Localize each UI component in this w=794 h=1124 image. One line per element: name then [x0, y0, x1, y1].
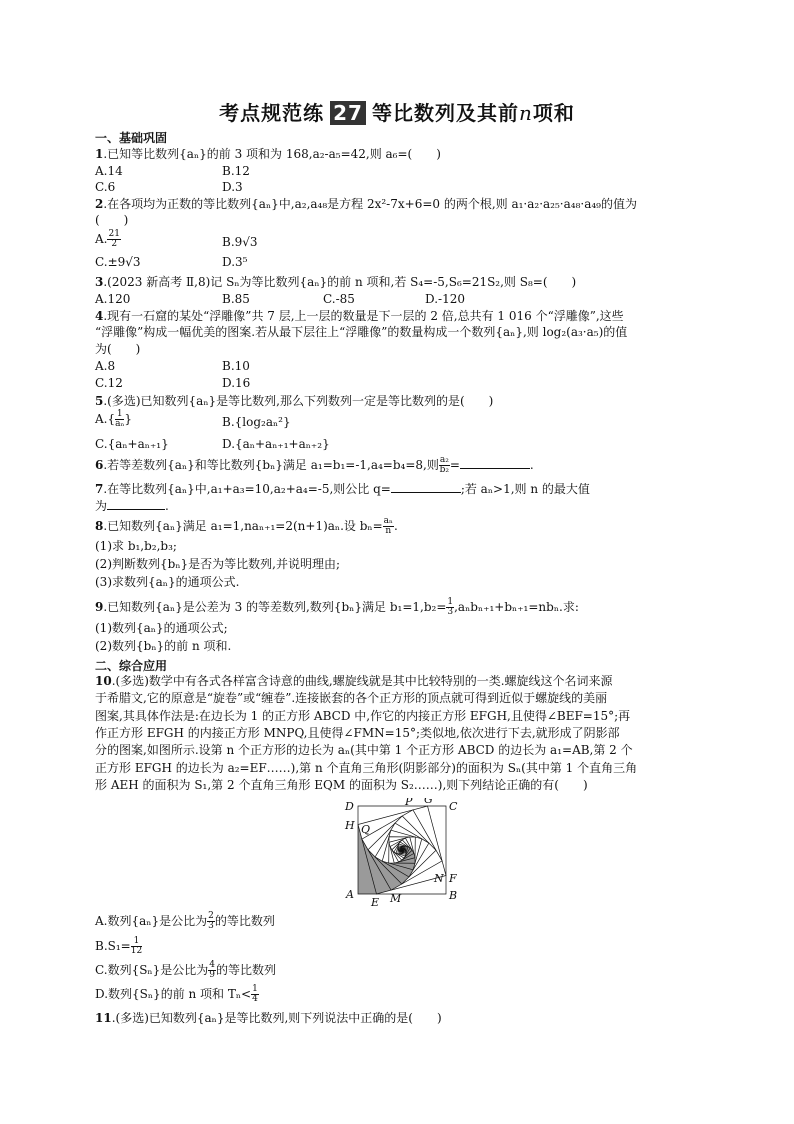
question-8-part3: (3)求数列{aₙ}的通项公式.: [95, 575, 240, 589]
question-number: 2: [95, 197, 104, 211]
question-8: [95, 517, 705, 536]
option-text-cont: 的等比数列: [214, 914, 275, 928]
question-text: .若等差数列{aₙ}和等比数列{bₙ}满足 a₁=b₁=-1,a₄=b₄=8,则: [103, 458, 439, 472]
numerator: 1: [116, 409, 123, 419]
option-a: A.120: [95, 292, 131, 306]
question-text: .现有一石窟的某处“浮雕像”共 7 层,上一层的数量是下一层的 2 倍,总共有 1 016 个“浮雕像”,这些: [103, 309, 624, 323]
question-text: .(多选)已知数列{aₙ}是等比数列,那么下列数列一定是等比数列的是( ): [103, 394, 494, 408]
fraction: [115, 410, 124, 429]
page-title: [0, 97, 794, 126]
title-main: 等比数列及其前: [371, 101, 519, 125]
option-c: C.12: [95, 376, 123, 390]
question-7-line2: 为 .: [95, 499, 169, 513]
question-number: 6: [95, 458, 104, 472]
section-applied: 二、综合应用: [95, 659, 168, 673]
question-4-line3: 为( ): [95, 342, 141, 356]
option-text: C.数列{Sₙ}是公比为: [95, 963, 209, 977]
option-d: D.3: [222, 180, 243, 194]
option-text: B.S₁=: [95, 939, 131, 953]
question-text-cont: ;若 aₙ>1,则 n 的最大值: [460, 482, 590, 496]
question-7: [95, 481, 705, 497]
denominator: b₂: [439, 465, 450, 475]
question-9-part2: (2)数列{bₙ}的前 n 项和.: [95, 639, 232, 653]
numerator: 2: [208, 911, 214, 921]
title-number-badge: 27: [330, 101, 366, 125]
question-10-line2: 于希腊文,它的原意是“旋卷”或“缠卷”.连接嵌套的各个正方形的顶点就可得到近似于螺旋线的美丽: [95, 691, 608, 705]
option-c: C.{aₙ+aₙ₊₁}: [95, 437, 169, 451]
vertex-label-d: D: [345, 800, 354, 813]
question-number: 10: [95, 674, 112, 688]
numerator: a₂: [439, 455, 449, 465]
option-d: D.16: [222, 376, 251, 390]
question-11: [95, 1010, 705, 1026]
question-number: 3: [95, 275, 104, 289]
option-a: A.{ $\frac{1}{\text{aₙ}}$ }: [95, 409, 133, 429]
question-2: [95, 196, 705, 212]
answer-blank[interactable]: [460, 458, 530, 469]
option-c: C.±9√3: [95, 255, 141, 269]
question-1: [95, 146, 705, 162]
denominator: 3: [208, 921, 214, 931]
question-10: [95, 673, 705, 689]
option-b: B.12: [222, 164, 250, 178]
spiral-figure-svg: [340, 798, 470, 908]
fraction: [207, 912, 215, 931]
fraction: [208, 961, 216, 980]
fraction: [251, 985, 259, 1004]
vertex-label-m: M: [390, 892, 402, 905]
answer-blank[interactable]: [107, 499, 165, 510]
question-number: 7: [95, 482, 104, 496]
question-text: .在等比数列{aₙ}中,a₁+a₃=10,a₂+a₄=-5,则公比 q=: [103, 482, 391, 496]
title-n: n: [518, 101, 533, 125]
denominator: 4: [252, 994, 258, 1004]
numerator: 4: [209, 960, 215, 970]
vertex-label-n: N: [434, 872, 444, 885]
option-b: B.9√3: [222, 235, 258, 249]
question-8-part1: (1)求 b₁,b₂,b₃;: [95, 539, 177, 553]
option-d: D.{aₙ+aₙ₊₁+aₙ₊₂}: [222, 437, 330, 451]
vertex-label-q: Q: [361, 823, 371, 836]
option-d: D.3⁵: [222, 255, 248, 269]
vertex-label-a: A: [346, 888, 354, 901]
question-text: .已知数列{aₙ}是公差为 3 的等差数列,数列{bₙ}满足 b₁=1,b₂=: [103, 600, 447, 614]
denominator: 12: [130, 946, 143, 956]
numerator: 1: [447, 597, 454, 607]
option-c: [95, 961, 276, 980]
option-a: [95, 230, 121, 249]
denominator: 9: [209, 970, 215, 980]
vertex-label-b: B: [449, 889, 458, 902]
denominator: 3: [447, 607, 454, 617]
question-number: 5: [95, 394, 104, 408]
question-text: 为: [95, 499, 108, 513]
question-9: [95, 598, 705, 617]
title-suffix: 项和: [532, 101, 575, 125]
option-label: A.: [95, 412, 108, 426]
denominator: 2: [111, 239, 118, 249]
option-a: A.14: [95, 164, 123, 178]
section-basic: 一、基础巩固: [95, 131, 168, 145]
denominator: n: [385, 526, 392, 536]
title-prefix: 考点规范练: [219, 101, 325, 125]
numerator: 21: [108, 229, 120, 239]
question-6: 6.若等差数列{aₙ}和等比数列{bₙ}满足 a₁=b₁=-1,a₄=b₄=8,则 $\frac{\text{a₂}}{\text{b₂}}$ = .: [95, 455, 534, 475]
question-number: 11: [95, 1011, 112, 1025]
denominator: aₙ: [115, 419, 125, 429]
question-text: .(多选)已知数列{aₙ}是等比数列,则下列说法中正确的是( ): [111, 1011, 442, 1025]
question-10-line6: 正方形 EFGH 的边长为 a₂=EF……),第 n 个直角三角形(阴影部分)的面积为 Sₙ(其中第 1 个直角三角: [95, 761, 638, 775]
vertex-label-h: H: [345, 819, 355, 832]
question-10-line4: 作正方形 EFGH 的内接正方形 MNPQ,且使得∠FMN=15°;类似地,依次进行下去,就形成了阴影部: [95, 726, 620, 740]
option-b: B.85: [222, 292, 250, 306]
question-number: 8: [95, 519, 104, 533]
numerator: 1: [131, 937, 142, 947]
option-label: A.: [95, 232, 108, 246]
fraction: [439, 456, 450, 475]
option-b: B.10: [222, 359, 250, 373]
fraction: [107, 230, 120, 249]
equals: =: [449, 458, 460, 472]
question-text: .已知等比数列{aₙ}的前 3 项和为 168,a₂-a₅=42,则 a₆=( ): [103, 147, 441, 161]
option-text-cont: 的等比数列: [216, 963, 277, 977]
question-text: .(2023 新高考 Ⅱ,8)记 Sₙ为等比数列{aₙ}的前 n 项和,若 S₄=-5,S₆=21S₂,则 S₈=( ): [103, 275, 577, 289]
option-c: C.-85: [323, 292, 355, 306]
question-10-line5: 分的图案,如图所示.设第 n 个正方形的边长为 aₙ(其中第 1 个正方形 ABCD 的边长为 a₁=AB,第 2 个: [95, 743, 633, 757]
question-number: 1: [95, 147, 104, 161]
option-text: D.数列{Sₙ}的前 n 项和 Tₙ<: [95, 987, 252, 1001]
question-10-line7: 形 AEH 的面积为 S₁,第 2 个直角三角形 EQM 的面积为 S₂……),则下列结论正确的有( ): [95, 778, 588, 792]
period: .: [393, 519, 398, 533]
question-4-line2: “浮雕像”构成一幅优美的图案.若从最下层往上“浮雕像”的数量构成一个数列{aₙ},则 log₂(a₃·a₅)的值: [95, 325, 628, 339]
question-10-line3: 图案,其具体作法是:在边长为 1 的正方形 ABCD 中,作它的内接正方形 EFGH,且使得∠BEF=15°;再: [95, 709, 631, 723]
question-text: .在各项均为正数的等比数列{aₙ}中,a₂,a₄₈是方程 2x²-7x+6=0 的两个根,则 a₁·a₂·a₂₅·a₄₈·a₄₉的值为: [103, 197, 637, 211]
question-5: [95, 393, 705, 409]
option-b: [95, 937, 142, 956]
vertex-label-c: C: [449, 800, 458, 813]
question-3: [95, 274, 705, 290]
question-text: .已知数列{aₙ}满足 a₁=1,naₙ₊₁=2(n+1)aₙ.设 bₙ=: [103, 519, 383, 533]
question-8-part2: (2)判断数列{bₙ}是否为等比数列,并说明理由;: [95, 557, 340, 571]
option-b: B.{log₂aₙ²}: [222, 415, 291, 429]
question-text-cont: ,aₙbₙ₊₁+bₙ₊₁=nbₙ.求:: [454, 600, 579, 614]
option-d: [95, 985, 259, 1004]
answer-blank[interactable]: [391, 482, 461, 493]
spiral-squares-figure: [340, 798, 470, 912]
nested-square: [402, 850, 403, 851]
fraction: [131, 937, 142, 956]
numerator: aₙ: [383, 516, 393, 526]
question-number: 4: [95, 309, 104, 323]
fraction: [383, 517, 394, 536]
option-text: A.数列{aₙ}是公比为: [95, 914, 208, 928]
option-c: C.6: [95, 180, 116, 194]
option-a: A.8: [95, 359, 116, 373]
question-4: [95, 308, 705, 324]
vertex-label-g: G: [424, 798, 433, 806]
question-text: .(多选)数学中有各式各样富含诗意的曲线,螺旋线就是其中比较特别的一类.螺旋线这个名词来源: [111, 674, 613, 688]
vertex-label-f: F: [449, 872, 457, 885]
fraction: [446, 598, 454, 617]
numerator: 1: [252, 984, 258, 994]
vertex-label-e: E: [371, 896, 380, 908]
question-9-part1: (1)数列{aₙ}的通项公式;: [95, 621, 228, 635]
question-number: 9: [95, 600, 104, 614]
question-2-paren: ( ): [95, 213, 129, 227]
vertex-label-p: P: [405, 798, 413, 808]
option-a: [95, 912, 275, 931]
option-d: D.-120: [425, 292, 465, 306]
